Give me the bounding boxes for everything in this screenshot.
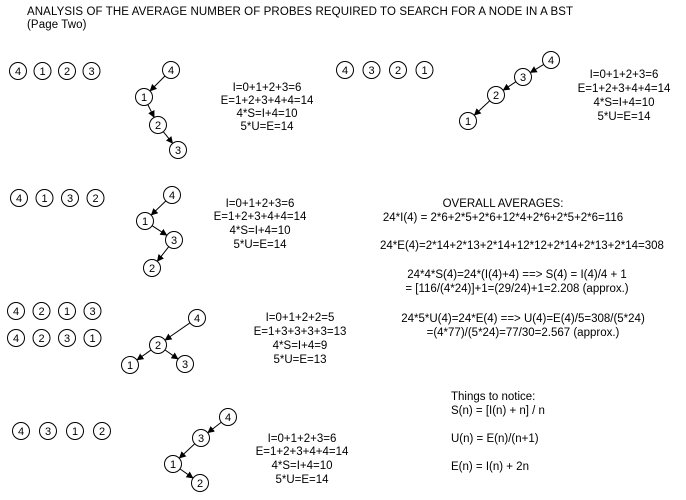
seq4-key-3-label: 1: [63, 306, 71, 318]
seq1-key-2: [34, 63, 51, 80]
averages-e-line: 24*E(4)=2*14+2*13+2*14+12*12+2*14+2*13+2*14=308: [380, 240, 664, 252]
seq6-key-1-label: 4: [17, 426, 25, 438]
seq4-key-2-label: 2: [38, 306, 45, 318]
tree2-formula-i: I=0+1+2+3=6: [589, 69, 659, 81]
tree3-formula-e: E=1+2+3+4+4=14: [213, 211, 307, 223]
seq5-key-4-label: 1: [89, 333, 96, 345]
tree5-node-3-label: 3: [197, 433, 205, 445]
tree5-node-1-label: 1: [169, 459, 177, 471]
seq6-key-4: [94, 423, 111, 440]
averages-heading: OVERALL AVERAGES:: [442, 198, 564, 210]
seq3-key-4-label: 2: [92, 193, 99, 205]
notice-heading: Things to notice:: [451, 391, 536, 403]
averages-s-line-2: = [116/(4*24)]+1=(29/24)+1=2.208 (approx.): [405, 283, 629, 295]
tree4-formula-u: 5*U=E=13: [273, 354, 327, 366]
averages-u-line-2: =(4*77)/(5*24)=77/30=2.567 (approx.): [426, 327, 620, 339]
tree2-node-4: [543, 52, 560, 69]
tree5-node-1: [165, 456, 182, 473]
seq2-key-1: [337, 62, 354, 79]
seq5-key-2-label: 2: [38, 333, 45, 345]
tree1-node-1: [136, 89, 153, 106]
seq1-key-2-label: 1: [39, 66, 46, 78]
seq4-key-1: [8, 303, 25, 320]
seq1-key-1-label: 4: [14, 66, 22, 78]
tree5-formula-u: 5*U=E=14: [275, 474, 329, 486]
seq5-key-1: [8, 330, 25, 347]
tree4-node-3: [177, 356, 194, 373]
tree1-formula-i: I=0+1+2+3=6: [232, 82, 302, 94]
seq5-key-1-label: 4: [12, 333, 20, 345]
seq5-key-3-label: 3: [63, 333, 71, 345]
seq4-key-4: [84, 303, 101, 320]
tree2-formula-u: 5*U=E=14: [597, 111, 651, 123]
seq3-key-3-label: 3: [66, 193, 74, 205]
tree3-node-1-label: 1: [141, 216, 149, 228]
seq2-key-2-label: 3: [368, 65, 375, 77]
tree5-node-2-label: 2: [196, 478, 204, 490]
tree3-node-2-label: 2: [148, 263, 156, 275]
tree2-node-1: [460, 113, 477, 130]
tree3-node-1: [137, 213, 154, 230]
tree1-node-3-label: 3: [174, 145, 182, 157]
seq2-key-3-label: 2: [394, 65, 402, 77]
averages-s-line-1: 24*4*S(4)=24*(I(4)+4) ==> S(4) = I(4)/4 + 1: [407, 269, 627, 281]
seq6-key-3-label: 1: [71, 426, 79, 438]
tree2-node-2-label: 2: [492, 90, 500, 102]
seq3-key-2-label: 1: [41, 193, 48, 205]
tree1-node-2: [150, 117, 167, 134]
seq4-key-4-label: 3: [89, 306, 96, 318]
tree1-node-2-label: 2: [154, 120, 162, 132]
seq4-key-1-label: 4: [12, 306, 20, 318]
tree5-formula-s: 4*S=I+4=10: [271, 460, 333, 472]
tree3-node-4-label: 4: [168, 190, 176, 202]
seq3-key-3: [62, 190, 79, 207]
page-title: ANALYSIS OF THE AVERAGE NUMBER OF PROBES REQUIRED TO SEARCH FOR A NODE IN A BST: [27, 6, 574, 18]
seq3-key-4: [87, 190, 104, 207]
seq1-key-4: [83, 63, 100, 80]
tree2-formula-s: 4*S=I+4=10: [593, 97, 655, 109]
seq3-key-2: [36, 190, 53, 207]
tree5-node-3: [193, 430, 210, 447]
tree4-node-1-label: 1: [126, 360, 134, 372]
tree1-formula-s: 4*S=I+4=10: [236, 108, 298, 120]
seq6-key-1: [13, 423, 30, 440]
seq3-key-1: [11, 190, 28, 207]
tree3-node-3: [166, 232, 183, 249]
tree3-formula-u: 5*U=E=14: [233, 239, 287, 251]
seq3-key-1-label: 4: [15, 193, 23, 205]
tree1-node-1-label: 1: [140, 92, 148, 104]
tree1-node-4: [163, 62, 180, 79]
seq1-key-1: [10, 63, 27, 80]
tree2-node-4-label: 4: [547, 55, 555, 67]
tree2-node-3: [515, 69, 532, 86]
tree3-formula-i: I=0+1+2+3=6: [225, 198, 295, 210]
tree4-node-3-label: 3: [181, 359, 189, 371]
tree3-node-2: [144, 260, 161, 277]
tree4-node-1: [122, 357, 139, 374]
seq4-key-2: [33, 303, 50, 320]
tree1-formula-u: 5*U=E=14: [240, 121, 294, 133]
seq5-key-4: [84, 330, 101, 347]
tree5-node-4-label: 4: [224, 412, 232, 424]
seq6-key-3: [67, 423, 84, 440]
seq2-key-4-label: 1: [421, 65, 428, 77]
tree2-node-3-label: 3: [519, 72, 527, 84]
seq1-key-3-label: 2: [63, 66, 71, 78]
notice-e-formula: E(n) = I(n) + 2n: [451, 461, 529, 473]
tree5-formula-i: I=0+1+2+3=6: [267, 433, 337, 445]
tree1-node-3: [170, 142, 187, 159]
tree4-node-4: [189, 310, 206, 327]
tree2-node-2: [488, 87, 505, 104]
tree1-node-4-label: 4: [167, 65, 175, 77]
tree5-node-4: [220, 409, 237, 426]
averages-u-line-1: 24*5*U(4)=24*E(4) ==> U(4)=E(4)/5=308/(5*24): [401, 313, 645, 325]
tree4-formula-i: I=0+1+2+2=5: [265, 312, 335, 324]
tree3-formula-s: 4*S=I+4=10: [229, 225, 291, 237]
tree2-formula-e: E=1+2+3+4+4=14: [577, 83, 671, 95]
tree5-formula-e: E=1+2+3+4+4=14: [255, 446, 349, 458]
tree3-node-4: [164, 187, 181, 204]
seq2-key-4: [416, 62, 433, 79]
page-subtitle: (Page Two): [27, 19, 87, 31]
tree5-node-2: [192, 475, 209, 492]
seq1-key-4-label: 3: [88, 66, 95, 78]
notice-s-formula: S(n) = [I(n) + n] / n: [451, 405, 545, 417]
tree1-formula-e: E=1+2+3+4+4=14: [220, 95, 314, 107]
tree4-formula-e: E=1+3+3+3+3=13: [253, 326, 347, 338]
tree3-node-3-label: 3: [170, 235, 178, 247]
seq5-key-2: [33, 330, 50, 347]
seq2-key-1-label: 4: [341, 65, 349, 77]
tree4-node-2: [150, 337, 167, 354]
tree4-node-4-label: 4: [193, 313, 201, 325]
tree4-node-2-label: 2: [154, 340, 162, 352]
seq1-key-3: [59, 63, 76, 80]
seq5-key-3: [59, 330, 76, 347]
seq6-key-4-label: 2: [98, 426, 106, 438]
seq6-key-2-label: 3: [44, 426, 52, 438]
averages-i-line: 24*I(4) = 2*6+2*5+2*6+12*4+2*6+2*5+2*6=116: [382, 212, 624, 224]
seq2-key-2: [363, 62, 380, 79]
seq4-key-3: [59, 303, 76, 320]
tree4-formula-s: 4*S=I+4=9: [272, 340, 328, 352]
seq2-key-3: [390, 62, 407, 79]
tree2-node-1-label: 1: [464, 116, 472, 128]
notice-u-formula: U(n) = E(n)/(n+1): [451, 433, 539, 445]
seq6-key-2: [40, 423, 57, 440]
